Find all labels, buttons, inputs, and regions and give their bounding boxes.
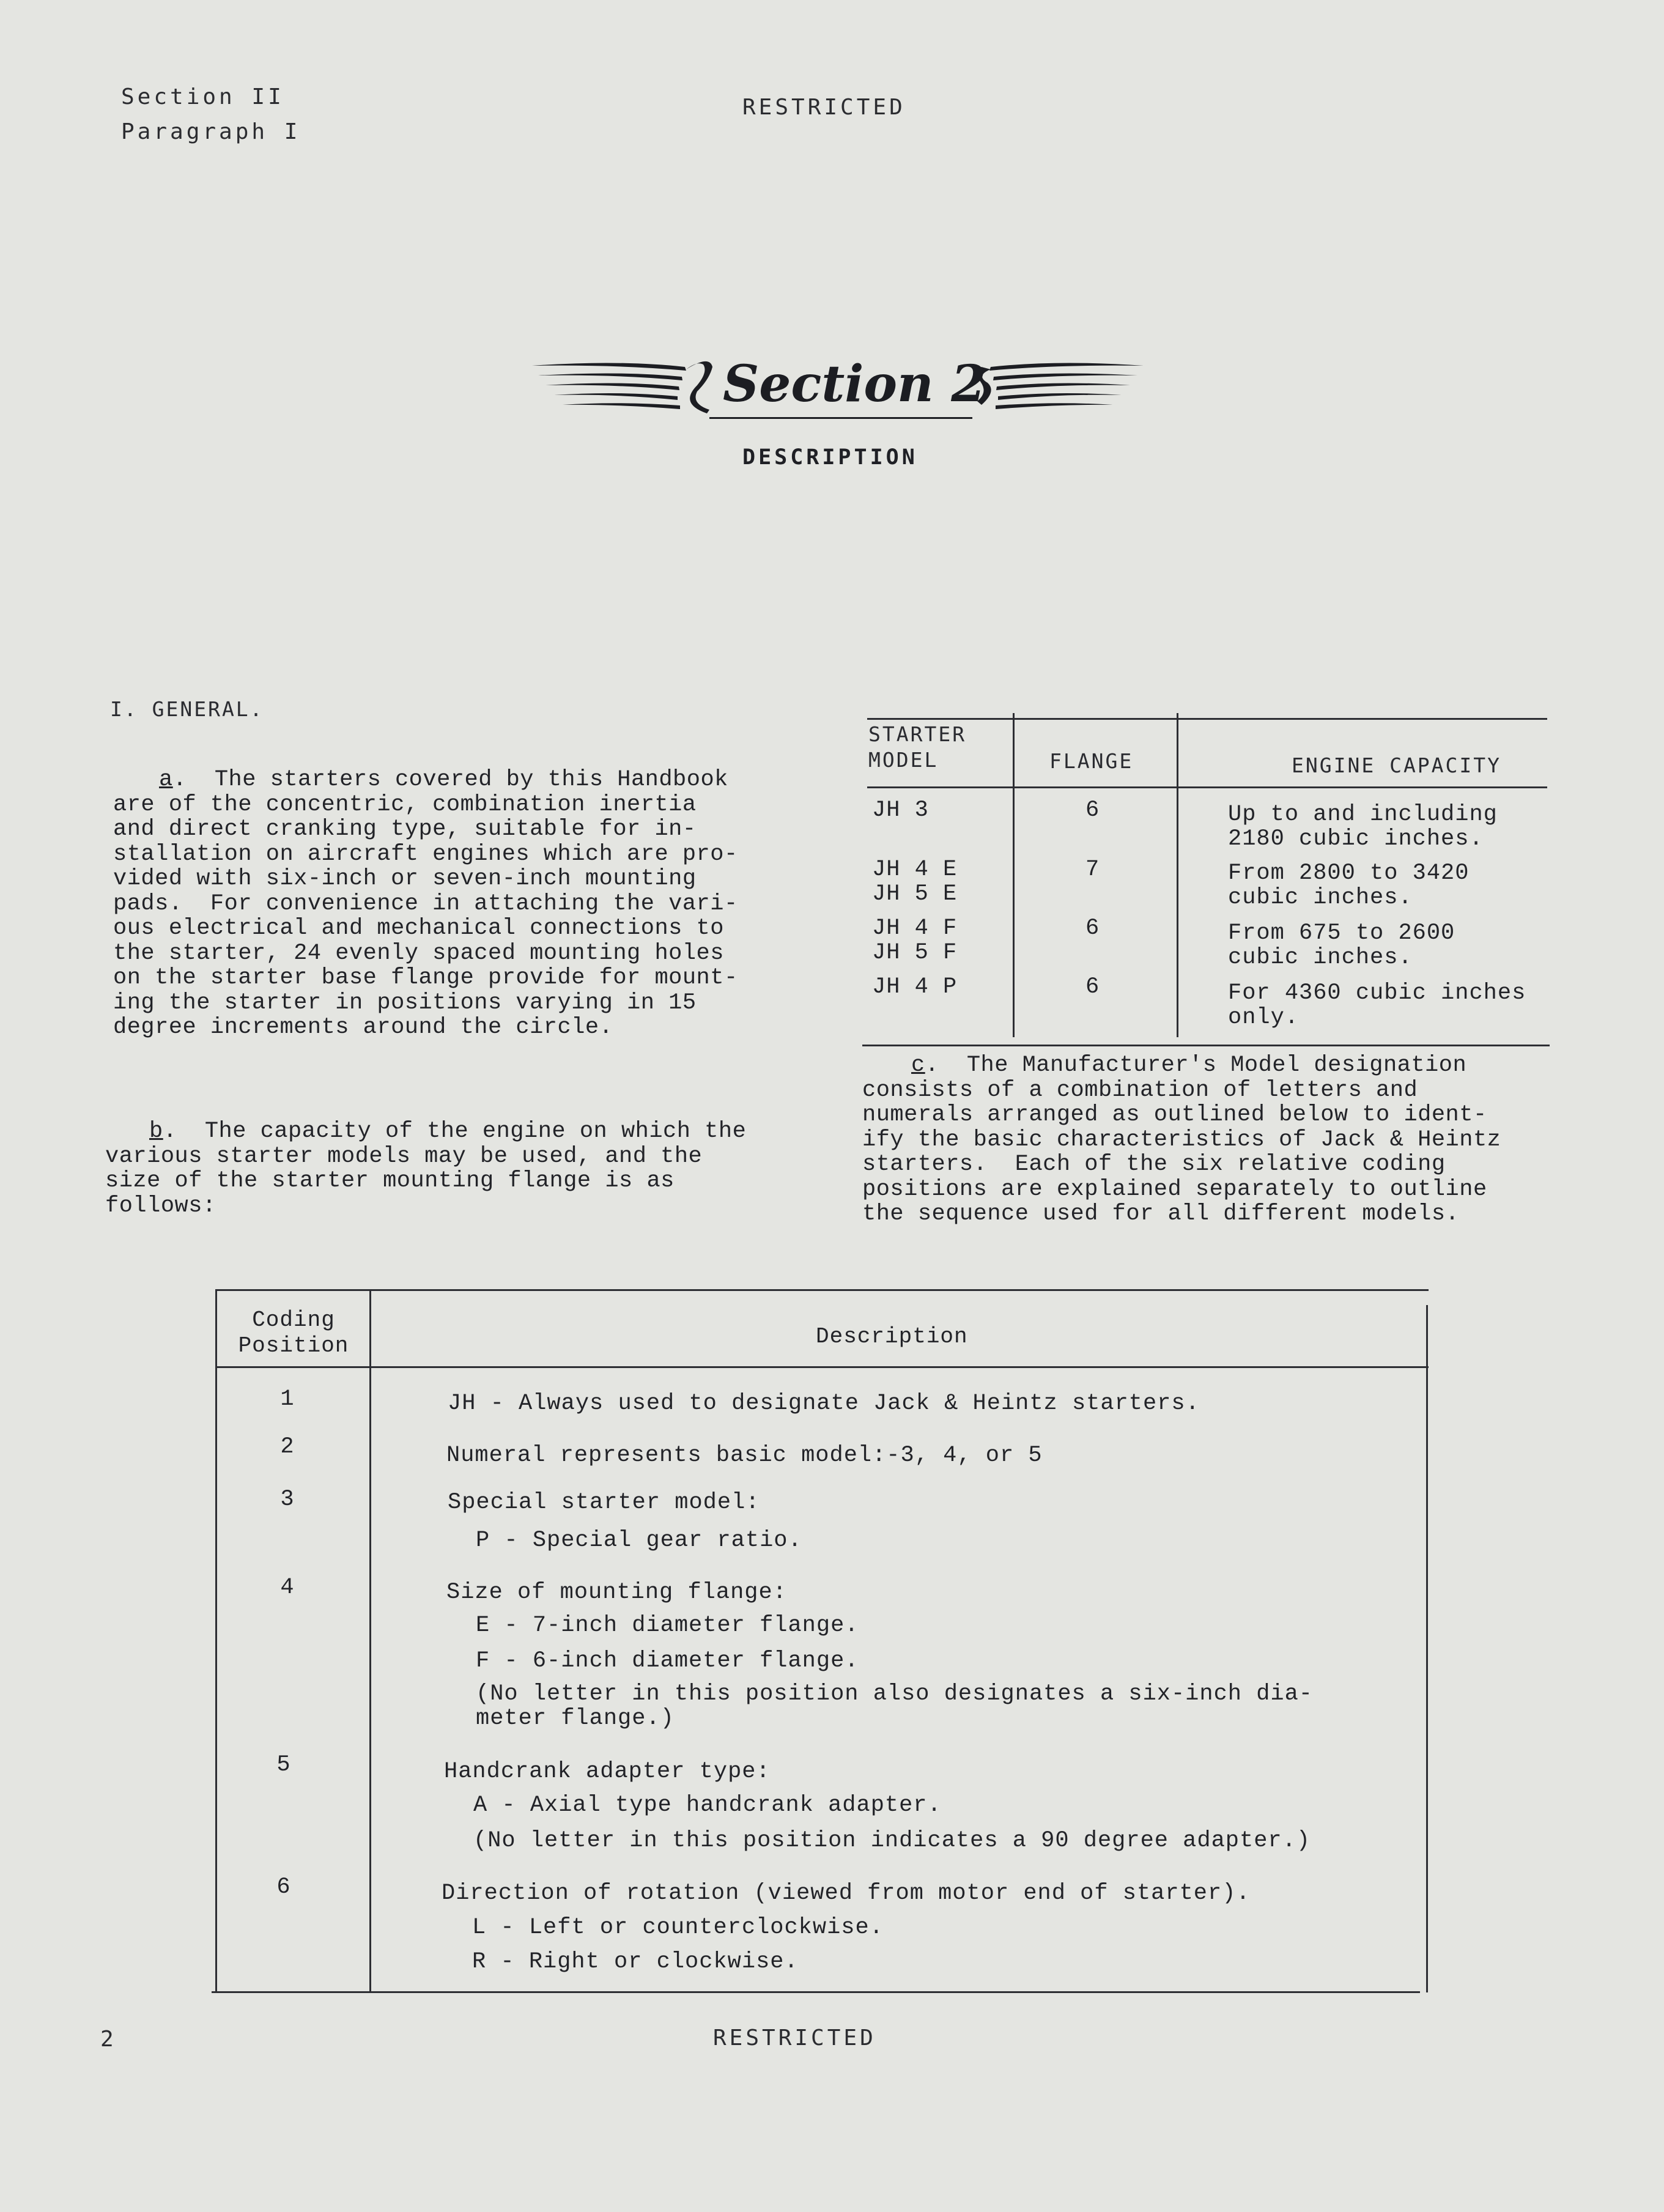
capacity-header-model: STARTER MODEL [868,722,967,772]
coding-row-5-sub-1: A - Axial type handcrank adapter. [473,1792,942,1818]
capacity-table-divider-2 [1177,713,1178,1037]
coding-header-description: Description [816,1324,968,1349]
paragraph-a [113,768,738,1040]
paragraph-a-letter: a [159,767,173,793]
capacity-header-flange: FLANGE [1049,749,1134,773]
coding-row-1-position: 1 [280,1386,295,1412]
paragraph-c-text: . The Manufacturer's Model designation consists of a combination of letters and numerals arranged as outlined below to ident- ify the basic characteristics of Jack & Heintz starters. Each of the six relative coding positions are explained separately to outline the sequence used for all different models. [862,1052,1501,1227]
coding-row-3-text: Special starter model: [448,1490,760,1515]
coding-row-2-text: Numeral represents basic model:-3, 4, or 5 [446,1443,1043,1468]
paragraph-a-text: . The starters covered by this Handbook are of the concentric, combination inertia and direct cranking type, suitable for in- stallation on aircraft engines which are pro- vided with six-inch or seven-inch mounting pads. For convenience in attaching the vari- ous electrical and mechanical connections to the starter, 24 evenly spaced mounting holes on the starter base flange provide for mount- ing the starter in positions varying in 15 degree increments around the circle. [113,767,738,1040]
coding-row-3-sub-1: P - Special gear ratio. [476,1528,802,1553]
coding-row-6-text: Direction of rotation (viewed from motor end of starter). [442,1881,1251,1906]
page-number: 2 [100,2027,117,2052]
coding-table-top-rule [216,1289,1429,1291]
capacity-row-4-capacity: For 4360 cubic inches only. [1228,980,1526,1030]
capacity-table-header-rule [867,786,1547,788]
header-section: Section II [121,84,284,109]
section-title: Section 2 [723,355,986,413]
coding-table-bottom-rule [212,1991,1420,1993]
paragraph-b [105,1119,746,1218]
coding-row-4-text: Size of mounting flange: [446,1580,787,1605]
capacity-header-capacity: ENGINE CAPACITY [1292,753,1502,777]
coding-row-2-position: 2 [280,1434,295,1460]
paragraph-c [862,1053,1501,1227]
capacity-row-3-model: JH 4 F JH 5 F [872,916,958,966]
coding-table-right-border [1426,1305,1428,1992]
capacity-row-3-flange: 6 [1085,916,1100,941]
capacity-row-1-flange: 6 [1085,797,1100,823]
capacity-row-1-capacity: Up to and including 2180 cubic inches. [1228,802,1498,852]
coding-table-header-rule [215,1366,1429,1368]
capacity-table-divider-1 [1013,713,1015,1037]
coding-table-divider [369,1289,371,1992]
header-classification: RESTRICTED [742,95,906,120]
capacity-table-top-rule [867,718,1547,720]
paragraph-b-text: . The capacity of the engine on which the various starter models may be used, and the size of the starter mounting flange is as follows: [105,1119,747,1219]
capacity-row-3-capacity: From 675 to 2600 cubic inches. [1228,920,1455,971]
capacity-row-2-flange: 7 [1085,857,1100,882]
footer-classification: RESTRICTED [713,2025,876,2051]
capacity-row-4-flange: 6 [1085,974,1100,1000]
coding-row-5-text: Handcrank adapter type: [444,1759,771,1785]
capacity-row-2-model: JH 4 E JH 5 E [872,857,958,907]
coding-row-1-text: JH - Always used to designate Jack & Heintz starters. [448,1391,1200,1416]
capacity-row-2-capacity: From 2800 to 3420 cubic inches. [1228,860,1470,911]
coding-row-6-sub-2: R - Right or clockwise. [472,1949,799,1975]
coding-row-4-sub-1: E - 7-inch diameter flange. [476,1613,859,1638]
paragraph-c-letter: c [911,1052,925,1078]
coding-row-4-sub-2: F - 6-inch diameter flange. [476,1648,859,1674]
coding-row-6-position: 6 [276,1874,291,1900]
coding-row-6-sub-1: L - Left or counterclockwise. [472,1915,884,1940]
coding-row-5-position: 5 [276,1752,291,1778]
header-paragraph: Paragraph I [121,119,301,144]
capacity-row-4-model: JH 4 P [872,974,958,1000]
capacity-row-1-model: JH 3 [872,797,929,823]
coding-row-4-position: 4 [280,1575,295,1600]
coding-row-5-sub-2: (No letter in this position indicates a 90 degree adapter.) [473,1828,1311,1854]
coding-header-position: Coding Position [238,1308,349,1358]
general-heading: I. GENERAL. [110,697,264,721]
paragraph-b-letter: b [149,1119,163,1144]
capacity-table-bottom-rule [862,1045,1550,1046]
section-subtitle: DESCRIPTION [742,445,918,470]
coding-row-4-sub-3: (No letter in this position also designates a six-inch dia- meter flange.) [476,1681,1314,1731]
coding-row-3-position: 3 [280,1487,295,1512]
